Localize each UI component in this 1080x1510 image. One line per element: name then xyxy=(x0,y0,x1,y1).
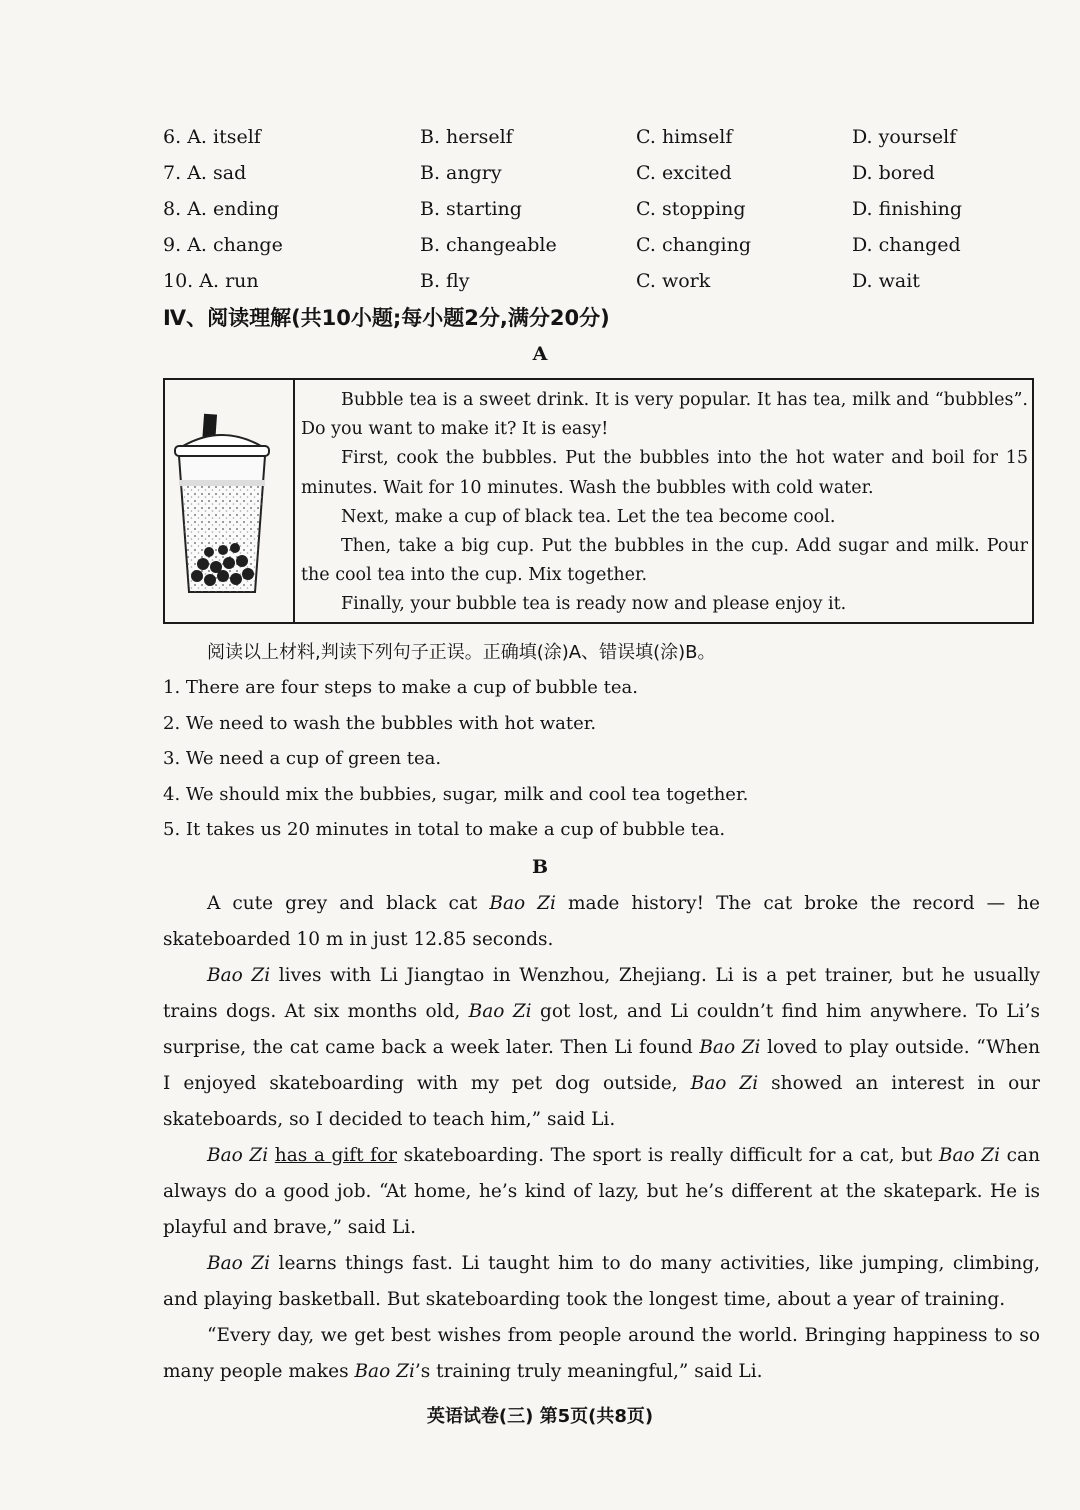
cat-name: Bao Zi xyxy=(489,893,556,914)
option-d: D. yourself xyxy=(852,126,957,148)
passage-b-paragraph: A cute grey and black cat Bao Zi made history! The cat broke the record — he skateboarded 10 m in just 12.85 seconds. xyxy=(163,893,1041,950)
question-row xyxy=(163,194,1043,230)
option-a: 7. A. sad xyxy=(163,162,247,184)
passage-a-paragraph: Bubble tea is a sweet drink. It is very popular. It has tea, milk and “bubbles”. Do you want to make it? It is easy! xyxy=(301,390,1028,440)
passage-b-paragraph: Bao Zi lives with Li Jiangtao in Wenzhou, Zhejiang. Li is a pet trainer, but he usually trains dogs. At six months old, Bao Zi got lost, and Li couldn’t find him anywhere. To Li’s surprise, the cat came back a week later. Then Li found Bao Zi loved to play outside. “When I enjoyed skateboarding with my pet dog outside, Bao Zi showed an interest in our skateboards, so I decided to teach him,” said Li. xyxy=(163,965,1040,1130)
underlined-phrase: has a gift for xyxy=(274,1145,397,1166)
option-c: C. excited xyxy=(636,162,732,184)
option-b: B. fly xyxy=(420,270,470,292)
option-a: 8. A. ending xyxy=(163,198,280,220)
passage-b-paragraph: “Every day, we get best wishes from people around the world. Bringing happiness to so many people makes Bao Zi’s training truly meaningful,” said Li. xyxy=(163,1325,1040,1382)
true-false-list xyxy=(163,674,748,852)
passage-b-paragraph: Bao Zi learns things fast. Li taught him to do many activities, like jumping, climbing, and playing basketball. But skateboarding took the longest time, about a year of training. xyxy=(163,1253,1040,1310)
passage-a-paragraph: Then, take a big cup. Put the bubbles in the cup. Add sugar and milk. Pour the cool tea into the cup. Mix together. xyxy=(301,536,1028,586)
cat-name: Bao Zi xyxy=(207,1145,269,1166)
list-item: 2. We need to wash the bubbles with hot water. xyxy=(163,712,597,734)
passage-b-text xyxy=(163,886,1040,1390)
passage-a-paragraph: First, cook the bubbles. Put the bubbles into the hot water and boil for 15 minutes. Wait for 10 minutes. Wash the bubbles with cold water. xyxy=(301,448,1028,498)
passage-a-paragraph: Finally, your bubble tea is ready now and please enjoy it. xyxy=(341,594,847,615)
bubble-tea-cup-icon xyxy=(165,380,295,622)
question-row xyxy=(163,122,1043,158)
section-title: Ⅳ、阅读理解(共10小题;每小题2分,满分20分) xyxy=(163,306,610,330)
option-b: B. starting xyxy=(420,198,522,220)
option-a: 10. A. run xyxy=(163,270,259,292)
cat-name: Bao Zi xyxy=(354,1361,415,1382)
passage-a-text xyxy=(295,380,1032,622)
option-b: B. angry xyxy=(420,162,502,184)
passage-a-box xyxy=(163,378,1034,624)
option-c: C. stopping xyxy=(636,198,746,220)
question-row xyxy=(163,266,1043,302)
option-c: C. changing xyxy=(636,234,752,256)
choice-options xyxy=(163,122,1043,302)
cat-name: Bao Zi xyxy=(207,965,271,986)
bubble-tea-illustration xyxy=(165,380,289,622)
option-c: C. work xyxy=(636,270,711,292)
cat-name: Bao Zi xyxy=(207,1253,271,1274)
part-b-label: B xyxy=(531,856,549,878)
option-a: 9. A. change xyxy=(163,234,283,256)
option-d: D. changed xyxy=(852,234,961,256)
option-a: 6. A. itself xyxy=(163,126,261,148)
option-d: D. bored xyxy=(852,162,935,184)
instruction-text: 阅读以上材料,判读下列句子正误。正确填(涂)A、错误填(涂)B。 xyxy=(207,642,716,663)
option-c: C. himself xyxy=(636,126,733,148)
page-footer: 英语试卷(三) 第5页(共8页) xyxy=(426,1406,654,1427)
list-item: 1. There are four steps to make a cup of bubble tea. xyxy=(163,677,638,698)
part-a-label: A xyxy=(532,343,548,365)
question-row xyxy=(163,158,1043,194)
passage-b-paragraph: Bao Zi has a gift for skateboarding. The sport is really difficult for a cat, but Bao Zi can always do a good job. “At home, he’s kind of lazy, but he’s different at the skatepark. He is playful and brave,” said Li. xyxy=(163,1145,1040,1238)
passage-a-paragraph: Next, make a cup of black tea. Let the tea become cool. xyxy=(341,506,836,527)
list-item: 3. We need a cup of green tea. xyxy=(163,748,442,769)
option-b: B. herself xyxy=(420,126,513,148)
option-d: D. finishing xyxy=(852,198,963,220)
list-item: 5. It takes us 20 minutes in total to make a cup of bubble tea. xyxy=(163,819,726,840)
list-item: 4. We should mix the bubbies, sugar, milk and cool tea together. xyxy=(163,783,749,805)
option-d: D. wait xyxy=(852,270,920,292)
question-row xyxy=(163,230,1043,266)
option-b: B. changeable xyxy=(420,234,557,256)
